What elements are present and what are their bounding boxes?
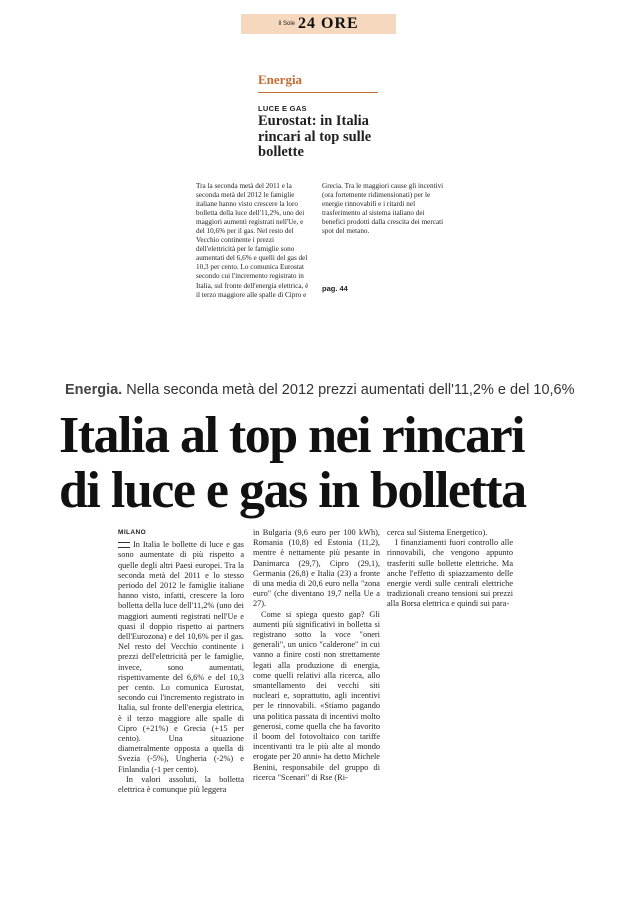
page-reference: pag. 44 <box>322 284 348 293</box>
article-column-1 <box>118 528 244 795</box>
box-kicker: LUCE E GAS <box>258 104 307 113</box>
article-column-3 <box>387 528 513 610</box>
masthead-logo <box>241 14 396 34</box>
article-strapline <box>65 382 585 398</box>
article-column-2 <box>253 528 380 783</box>
masthead-title: 24 ORE <box>298 15 359 32</box>
headline-line-2: di luce e gas in bolletta <box>59 462 526 519</box>
strap-label: Energia. <box>65 382 123 398</box>
headline-line-1: Italia al top nei rincari <box>59 407 525 464</box>
box-column-1: Tra la seconda metà del 2011 e la seconda metà del 2012 le famiglie italiane hanno visto crescere la loro bolletta della luce dell'11,2%, uno dei maggiori aumenti registrati nell'Ue, e del 10,6% per il gas. Nel resto del Vecchio continente i prezzi dell'elettricità per le famiglie sono aumentati del 6,6% e quelli del gas del 10,3 per cento. Lo comunica Eurostat secondo cui l'incremento registrato in Italia, sul fronte dell'energia elettrica, è il terzo maggiore alle spalle di Cipro e <box>196 182 309 299</box>
col1-paragraph-1: In Italia le bollette di luce e gas sono aumentate di più rispetto a quelle degli altri Paesi europei. Tra la seconda metà del 2011 e lo stesso periodo del 2012 le famiglie italiane hanno visto, infatti, crescere la loro bolletta della luce dell'11,2% (uno dei maggiori aumenti registrati nell'Ue e quasi il doppio rispetto ai partners dell'Eurozona) e del 10,6% per il gas. Nel resto del Vecchio continente i prezzi dell'elettricità per le famiglie, invece, sono aumentati, rispettivamente del 6,6% e del 10,3 per cento. Lo comunica Eurostat, secondo cui l'incremento registrato in Italia, sul fronte dell'energia elettrica, è il terzo maggiore alle spalle di Cipro (+21%) e Grecia (+15 per cento). Una situazione diametralmente opposta a quella di Svezia (-5%), Ungheria (-2%) e Finlandia (-1 per cento). <box>118 540 244 774</box>
article-headline <box>59 408 589 518</box>
dateline: MILANO <box>118 529 147 536</box>
col1-paragraph-2: In valori assoluti, la bolletta elettrica è comunque più leggera <box>118 774 244 795</box>
box-title: Eurostat: in Italia rincari al top sulle bollette <box>258 113 372 160</box>
col2-paragraph-1: in Bulgaria (9,6 euro per 100 kWh), Romania (10,8) ed Estonia (11,2), mentre è nettamente più pesante in Danimarca (29,7), Cipro (29,1), Germania (26,8) e Italia (23) a fronte di una media di 20,6 euro nella "zona euro" (che diventano 19,7 nella Ue a 27). <box>253 528 380 609</box>
col3-paragraph-2: I finanziamenti fuori controllo alle rinnovabili, che vengono appunto trasferiti sulle bollette elettriche. Ma anche l'effetto di spiazzamento delle energie verdi sulle centrali elettriche tradizionali creano tensioni sui prezzi alla Borsa elettrica e quindi sui para- <box>387 538 513 609</box>
lead-rule-icon <box>118 542 130 548</box>
strap-text: Nella seconda metà del 2012 prezzi aumentati dell'11,2% e del 10,6% <box>122 382 575 398</box>
section-label: Energia <box>258 72 378 93</box>
col2-paragraph-2: Come si spiega questo gap? Gli aumenti più significativi in bolletta si registrano sotto la voce "oneri generali", un unico "calderone" in cui vanno a finire costi non strettamente legati alla produzione di energia, come quelli relativi alla ricerca, allo smantellamento dei vecchi siti nucleari e, soprattutto, agli incentivi per le rinnovabili. «Stiamo pagando una politica passata di incentivi molto generosi, come quella che ha favorito il boom del fotovoltaico con tariffe incentivanti tra le più alte al mondo erogate per 20 anni» ha detto Michele Benini, responsabile del gruppo di ricerca "Scenari" di Rse (Ri- <box>253 609 380 782</box>
col3-paragraph-1: cerca sul Sistema Energetico). <box>387 528 488 537</box>
masthead-small: Il Sole <box>278 21 295 27</box>
box-column-2: Grecia. Tra le maggiori cause gli incentivi (ora fortemente ridimensionati) per le energie rinnovabili e i ritardi nel trasferimento al sistema italiano dei benefici prodotti dalla crescita dei mercati spot del metano. <box>322 182 444 236</box>
